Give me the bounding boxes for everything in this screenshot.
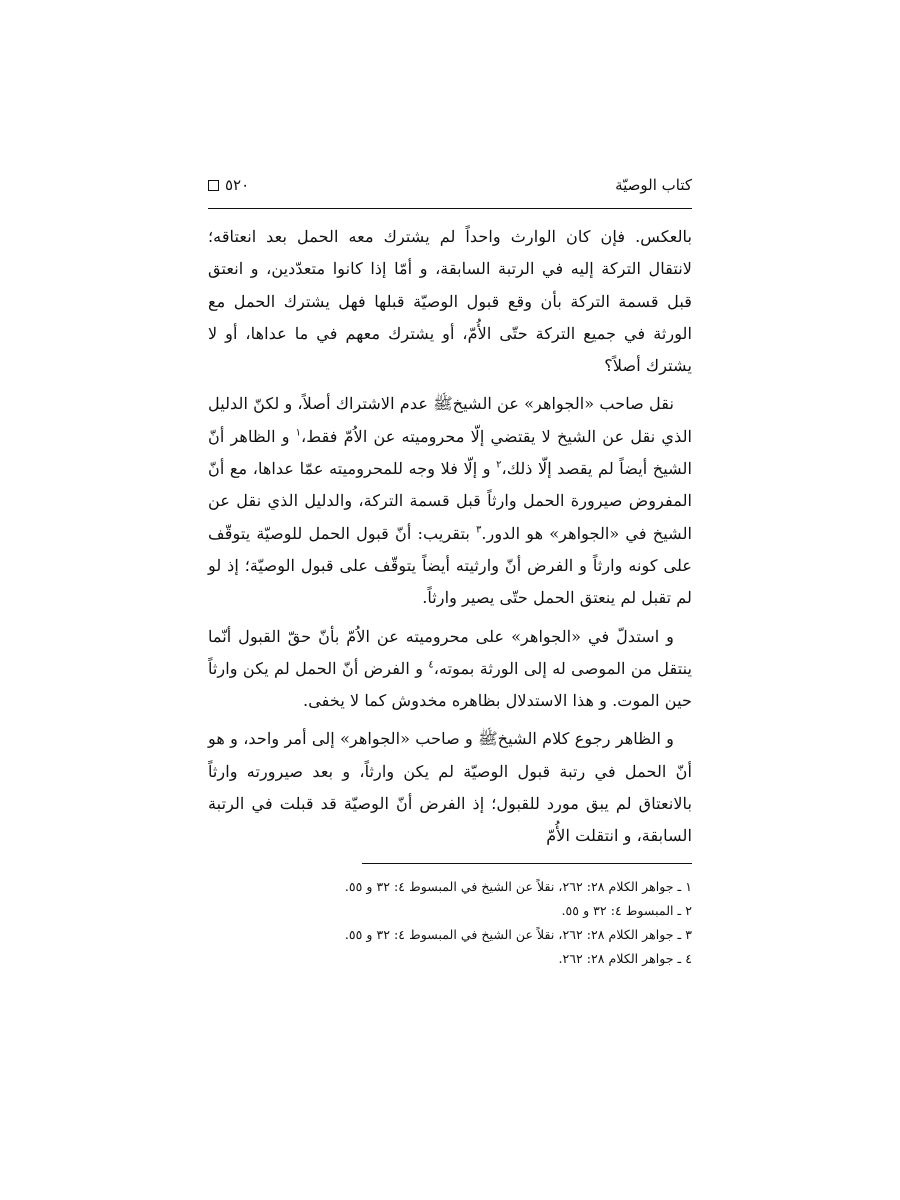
footnote: ٣ ـ جواهر الكلام ٢٨: ٢٦٢، نقلاً عن الشيخ في المبسوط ٤: ٣٢ و ٥٥.	[344, 926, 692, 942]
paragraph-text: و استدلّ في «الجواهر» على محروميته عن الاُمّ بأنّ حقّ القبول أنّما ينتقل من الموصى له إلى الورثة بموته،	[208, 626, 692, 678]
page-number-group	[208, 176, 249, 194]
paragraph-text: و الفرض أنّ الحمل لم يكن وارثاً حين الموت. و هذا الاستدلال بظاهره مخدوش كما لا يخفى.	[208, 658, 692, 711]
book-title: كتاب الوصيّة	[615, 176, 692, 194]
square-icon	[208, 180, 219, 191]
footnote-reference[interactable]: ٣	[476, 524, 482, 536]
footnote-reference[interactable]: ٤	[428, 659, 434, 671]
footnote: ٤ ـ جواهر الكلام ٢٨: ٢٦٢.	[558, 950, 692, 966]
book-page	[208, 168, 692, 971]
paragraph-text: و إلّا فلا وجه للمحروميته عمّا عداها، مع أنّ المفروض صيرورة الحمل وارثاً قبل قسمة التركة، والدليل الذي نقل عن الشيخ في «الجواهر» هو الدور.	[208, 459, 693, 543]
paragraph-text: نقل صاحب «الجواهر» عن الشيخ‏ﷺ عدم الاشتراك أصلاً، و لكنّ الدليل الذي نقل عن الشيخ لا يقتضي إلّا محروميته عن الاُمّ فقط،	[207, 394, 693, 446]
paragraph	[208, 388, 692, 614]
paragraph-text: بالعكس. فإن كان الوارث واحداً لم يشترك معه الحمل بعد انعتاقه؛ لانتقال التركة إليه في الرتبة السابقة، و أمّا إذا كانوا متعدّدين، و انعتق قبل قسمة التركة بأن وقع قبول الوصيّة قبلها فهل يشترك الحمل مع الورثة في جميع التركة حتّى الأُمّ، أو يشترك معهم في ما عداها، أو لا يشترك أصلاً؟	[208, 227, 692, 376]
footnote: ١ ـ جواهر الكلام ٢٨: ٢٦٢، نقلاً عن الشيخ في المبسوط ٤: ٣٢ و ٥٥.	[344, 878, 692, 894]
footnote: ٢ ـ المبسوط ٤: ٣٢ و ٥٥.	[561, 902, 692, 918]
paragraph	[208, 221, 692, 382]
footnote-divider	[362, 863, 692, 864]
paragraph-text: و الظاهر أنّ الشيخ أيضاً لم يقصد إلّا ذلك،	[208, 426, 692, 479]
running-header	[208, 168, 692, 202]
paragraph	[208, 723, 692, 852]
paragraph-text: بتقريب: أنّ قبول الحمل للوصيّة يتوقّف على كونه وارثاً و الفرض أنّ وارثيته أيضاً يتوقّف على قبول الوصيّة؛ إذ لو لم تقبل لم ينعتق الحمل حتّى يصير وارثاً.	[208, 523, 692, 608]
footnote-reference[interactable]: ١	[295, 427, 301, 439]
footnote-reference[interactable]: ٢	[496, 459, 502, 471]
paragraph-text: و الظاهر رجوع كلام الشيخ‏ﷺ و صاحب «الجواهر» إلى أمر واحد، و هو أنّ الحمل في رتبة قبول الوصيّة لم يكن وارثاً، و بعد صيرورته وارثاً بالانعتاق لم يبق مورد للقبول؛ إذ الفرض أنّ الوصيّة قد قبلت في الرتبة السابقة، و انتقلت الأُمّ	[208, 729, 692, 846]
footnotes	[208, 863, 692, 971]
page-number: ٥٢٠	[225, 176, 250, 194]
paragraph	[208, 621, 692, 718]
main-text	[208, 221, 692, 853]
header-rule	[208, 208, 692, 209]
